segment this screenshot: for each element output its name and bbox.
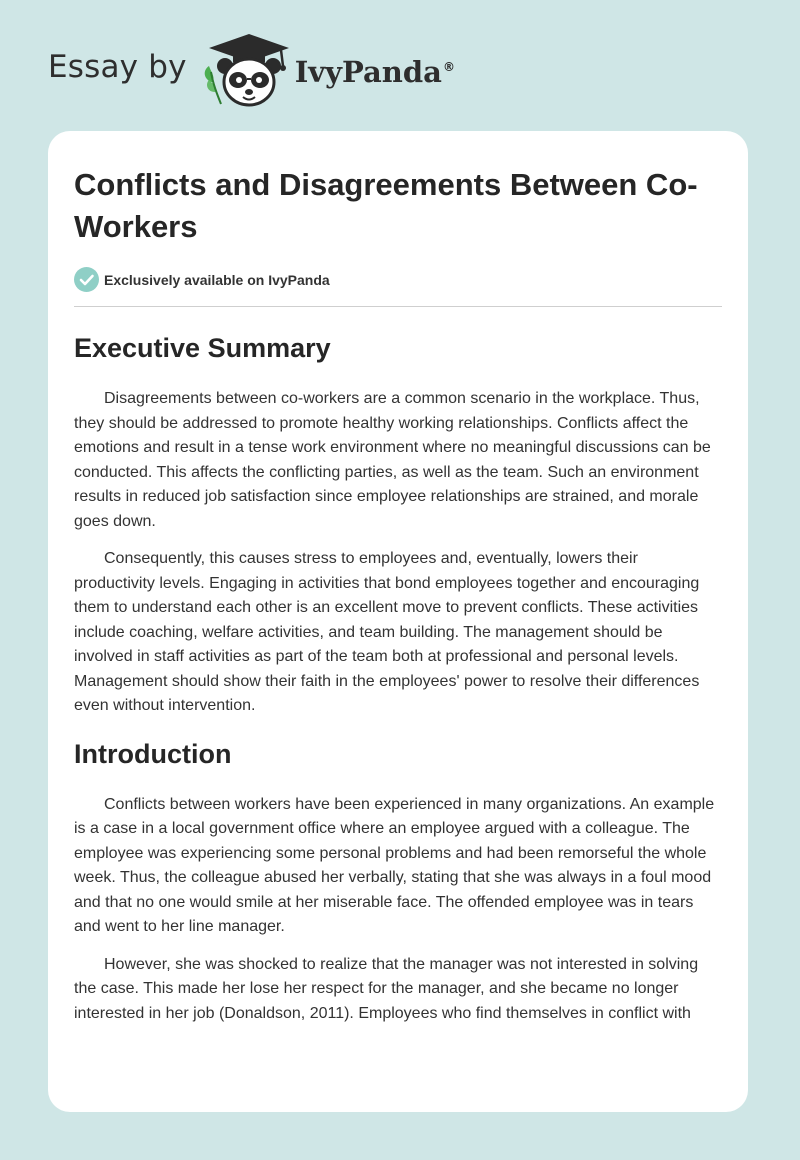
check-circle-icon (74, 267, 99, 292)
brand-header (48, 30, 455, 110)
badge-text: Exclusively available on IvyPanda (104, 271, 330, 288)
section-heading-executive-summary: Executive Summary (74, 333, 331, 363)
exclusive-badge (74, 267, 722, 292)
brand-name (295, 55, 455, 89)
paragraph: However, she was shocked to realize that the manager was not interested in solving the case. This made her lose her respect for the manager, and she became no longer interested in her job (Donaldson, 2011). Employees who find themselves in conflict with (74, 955, 699, 1022)
essay-card (48, 131, 748, 1112)
registered-mark: ® (442, 60, 455, 75)
brand-name-text: IvyPanda (294, 55, 442, 89)
paragraph: Disagreements between co-workers are a common scenario in the workplace. Thus, they should be addressed to promote healthy working relationships. Conflicts affect the emotions and result in a tense work environment where no meaningful discussions can be conducted. This affects the conflicting parties, as well as the team. Such an environment results in reduced job satisfaction since employee relationships are strained, and morale goes down. (74, 390, 711, 530)
panda-graduate-logo-icon[interactable] (197, 30, 293, 110)
divider (74, 306, 722, 307)
paragraph: Consequently, this causes stress to employees and, eventually, lowers their productivity levels. Engaging in activities that bond employees together and encouraging them to understand each other is an excellent move to prevent conflicts. These activities include coaching, welfare activities, and team building. The management should be involved in staff activities as part of the team both at professional and personal levels. Management should show their faith in the employees' power to resolve their differences even without intervention. (74, 550, 700, 714)
page-title: Conflicts and Disagreements Between Co-Workers (74, 167, 698, 244)
brand-prefix: Essay by (48, 49, 187, 85)
paragraph: Conflicts between workers have been experienced in many organizations. An example is a case in a local government office where an employee argued with a colleague. The employee was experiencing some personal problems and had been remorseful the whole week. Thus, the colleague abused her verbally, stating that she was always in a foul mood and that no one would smile at her miserable face. The offended employee was in tears and went to her line manager. (74, 795, 715, 935)
section-heading-introduction: Introduction (74, 738, 232, 769)
